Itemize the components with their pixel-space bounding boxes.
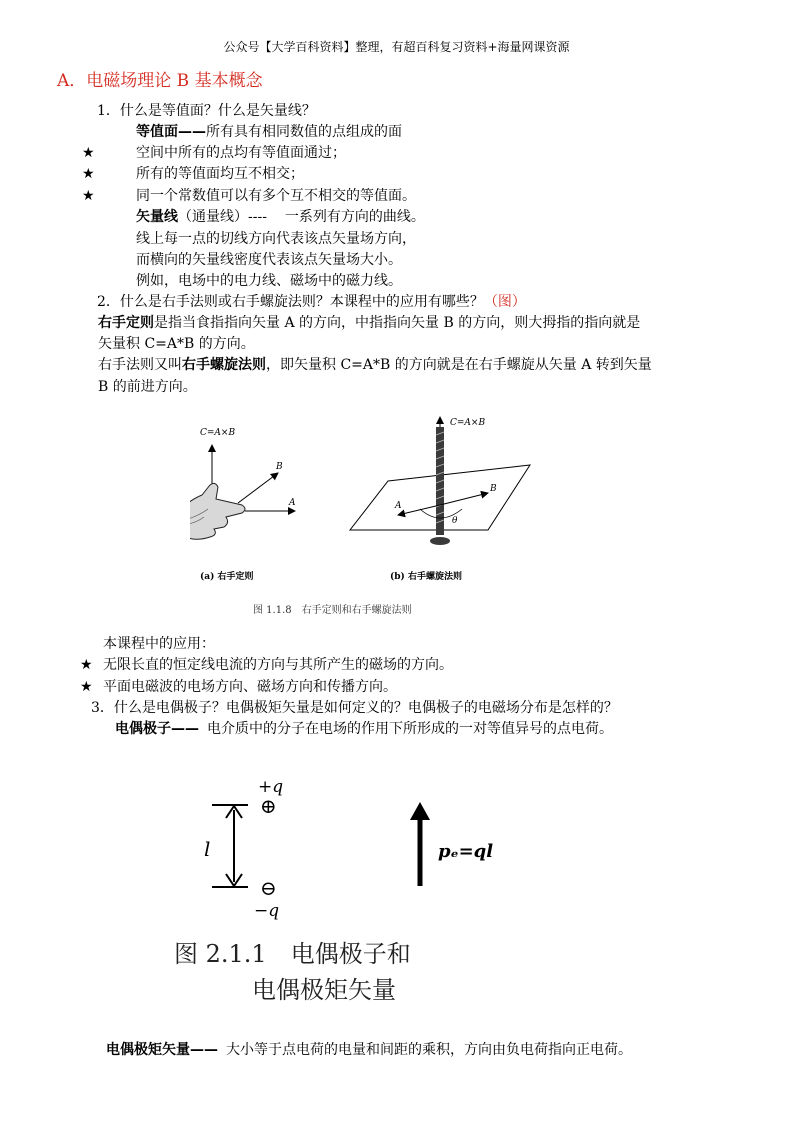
dipole-figure (170, 770, 570, 1015)
applications-intro: 本课程中的应用： (103, 636, 215, 652)
length-label: l (204, 837, 211, 861)
figure-caption-line2: 电偶极矩矢量 (252, 976, 396, 1004)
star-icon: ★ (82, 145, 95, 161)
star-icon: ★ (82, 188, 95, 204)
hand-icon (190, 483, 245, 539)
equivalue-def: 所有具有相同数值的点组成的面 (206, 124, 402, 140)
rightscrew-term: 右手螺旋法则 (182, 357, 266, 373)
rightscrew-def-cont: B 的前进方向。 (98, 379, 197, 395)
righthand-term: 右手定则 (98, 315, 154, 331)
label-c: C=A×B (450, 418, 486, 428)
rightscrew-def: ，即矢量积 C=A*B 的方向就是在右手螺旋从矢量 A 转到矢量 (266, 357, 652, 373)
q3-moment-definition (106, 1040, 632, 1061)
q1-equivalue-definition (136, 122, 402, 143)
minus-q-label: −q (254, 901, 280, 921)
label-theta: θ (452, 516, 458, 526)
q3-question: 3．什么是电偶极子？电偶极矩矢量是如何定义的？电偶极子的电磁场分布是怎样的？ (91, 700, 618, 716)
application-item: 无限长直的恒定线电流的方向与其所产生的磁场的方向。 (103, 657, 453, 673)
star-icon: ★ (80, 657, 93, 673)
equivalue-term: 等值面—— (136, 124, 206, 140)
q2-righthand-rule (98, 313, 640, 334)
q1-vl-line: 例如，电场中的电力线、磁场中的磁力线。 (136, 273, 402, 289)
star-icon: ★ (82, 166, 95, 182)
vectorline-def: 一系列有方向的曲线。 (284, 209, 425, 225)
q2-question-text: 2．什么是右手法则或右手螺旋法则？本课程中的应用有哪些？ (97, 294, 484, 310)
application-item: 平面电磁波的电场方向、磁场方向和传播方向。 (103, 679, 397, 695)
q1-vl-line: 线上每一点的切线方向代表该点矢量场方向， (136, 231, 416, 247)
section-title: A．电磁场理论 B 基本概念 (57, 71, 263, 91)
label-b: B (276, 462, 283, 472)
dipole-term: 电偶极子—— (115, 721, 199, 737)
right-screw-diagram (350, 417, 530, 582)
q1-bullet: 所有的等值面均互不相交； (136, 166, 304, 182)
minus-charge-icon: ⊖ (260, 876, 277, 900)
q3-dipole-definition (115, 719, 613, 740)
screw-shaft (436, 427, 444, 535)
q2-question (97, 292, 526, 313)
plus-q-label: +q (258, 777, 284, 797)
dipole-def: 电介质中的分子在电场的作用下所形成的一对等值异号的点电荷。 (207, 721, 613, 737)
q2-question-note: （图） (483, 294, 526, 310)
q1-bullet: 同一个常数值可以有多个互不相交的等值面。 (136, 188, 416, 204)
label-a: A (395, 501, 402, 511)
right-hand-rule-figure (190, 405, 550, 630)
moment-arrowhead (410, 802, 430, 820)
vectorline-term: 矢量线 (136, 209, 178, 225)
screw-head (430, 537, 450, 545)
plus-charge-icon: ⊕ (260, 794, 277, 818)
right-hand-diagram (190, 428, 296, 582)
moment-def: 大小等于点电荷的电量和间距的乘积，方向由负电荷指向正电荷。 (226, 1042, 632, 1058)
q2-rightscrew-rule (98, 355, 652, 376)
caption-a: (a) 右手定则 (200, 572, 254, 582)
q1-vl-line: 而横向的矢量线密度代表该点矢量场大小。 (136, 252, 402, 268)
moment-term: 电偶极矩矢量—— (106, 1042, 218, 1058)
page-header: 公众号【大学百科资料】整理，有超百科复习资料+海量网课资源 (223, 40, 570, 54)
q1-question: 1．什么是等值面？什么是矢量线？ (97, 103, 316, 119)
caption-b: (b) 右手螺旋法则 (390, 572, 462, 582)
righthand-def-cont: 矢量积 C=A*B 的方向。 (98, 336, 255, 352)
q1-bullet: 空间中所有的点均有等值面通过； (136, 145, 346, 161)
label-c: C=A×B (200, 428, 236, 438)
label-b: B (490, 484, 497, 494)
righthand-def: 是指当食指指向矢量 A 的方向，中指指向矢量 B 的方向，则大拇指的指向就是 (154, 315, 641, 331)
star-icon: ★ (80, 679, 93, 695)
moment-label: pₑ=ql (438, 841, 494, 862)
b-vector-arrow (238, 473, 278, 503)
label-a: A (289, 498, 296, 508)
figure-caption: 图 1.1.8 右手定则和右手螺旋法则 (253, 605, 412, 616)
figure-caption-line1: 图 2.1.1 电偶极子和 (174, 940, 411, 968)
q1-vectorline-definition (136, 207, 425, 228)
rightscrew-pre: 右手法则又叫 (98, 357, 182, 373)
vectorline-alias: （通量线）---- (178, 209, 267, 225)
